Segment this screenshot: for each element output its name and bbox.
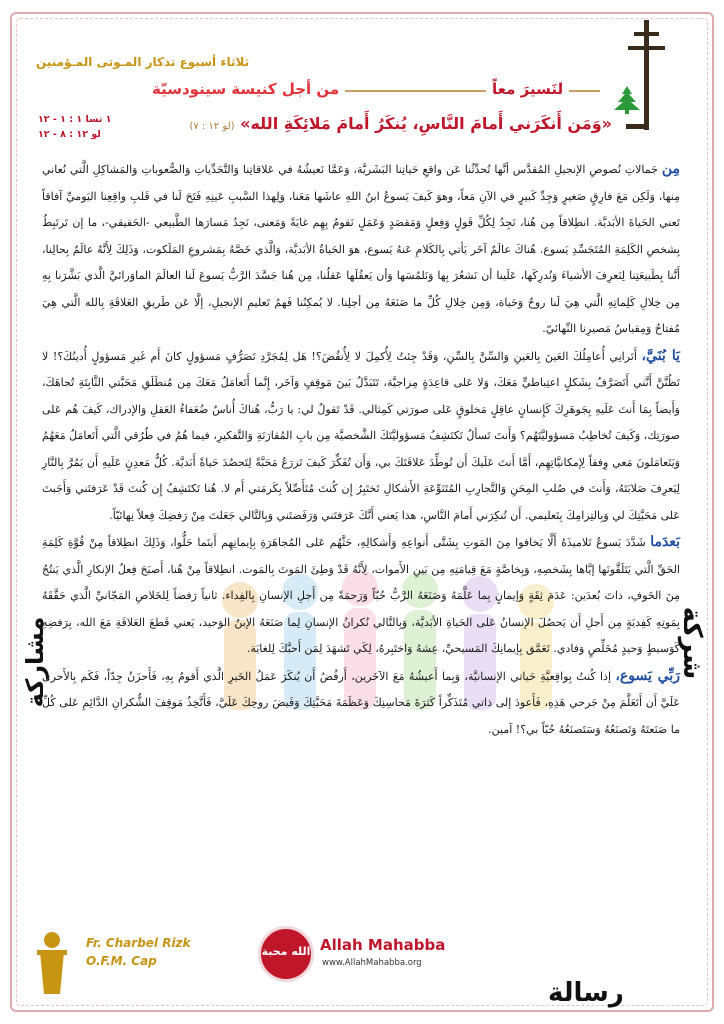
paragraph-lead: بَعدَما — [650, 534, 680, 550]
cedar-tree-icon — [612, 86, 642, 114]
side-label-left: مشاركة — [21, 616, 49, 708]
verse-ref: ١ تسا ١ : ١ - ١٢ — [38, 114, 112, 125]
main-title-text: «وَمَن أَنكَرَني أَمامَ النَّاسِ، يُنكَرُ أَمامَ مَلائِكَةِ الله» — [240, 114, 612, 133]
logo-text: الله محبة — [261, 945, 311, 958]
verse-ref: لو ١٢ : ٨ - ١٢ — [38, 129, 101, 140]
paragraph-lead: يَا بُنَيَّ، — [641, 347, 680, 364]
friar-silhouette-icon — [34, 930, 70, 994]
brand-name[interactable]: Allah Mahabba — [320, 936, 446, 954]
paragraph — [42, 343, 680, 530]
author-order: O.F.M. Cap — [86, 954, 157, 968]
author-block — [34, 930, 274, 990]
paragraph-lead: مِن — [661, 161, 680, 177]
paragraph — [42, 156, 680, 343]
brand-url[interactable]: www.AllahMahabba.org — [322, 958, 422, 968]
paragraph — [42, 529, 680, 663]
verse-references — [38, 112, 128, 142]
paragraph-text: شَدَّدَ يَسوعُ تَلاميذَهُ أَلَّا يَخافوا مِنَ المَوتِ بِشَتَّى أَنواعِهِ وَأَشكالِهِ، حَثَّهُم عَلى المُجاهَرَةِ بِإيمانِهِم أَينَما حَلُّوا، وَذَلِكَ انطِلاقاً مِنْ قُوَّةِ كَلِمَةِ الحَقِّ الَّتي يَتَلَقَّونَها إيَّاها بِشَخصِهِ، وَبِخاصَّةٍ مَعَ قِيامَتِهِ مِن بَينِ الأَموات، لِأَنَّهُ قَدْ وَطِئَ المَوتَ بِالمَوت. انطِلاقاً مِنْ هُنا، أَصبَحَ فِعلُ الإنكارِ الَّذي يَنتُجُ مِنَ الخَوفِ، ذاتَ بُعدَين: عَدَمَ ثِقَةٍ وَإيمانٍ بِما عَلَّمَهُ وَصَنَعَهُ الرَّبُّ حُبّاً وَرَحمَةً مِن أَجلِ الإنسانِ بِالفِداء. ثانياً رَفضاً لِلخَلاصِ المَجّانيِّ الَّذي حَقَّقَهُ بِمَوتِهِ كَفِديَةٍ مِن أَجلِ أَن يَحصُلَ الإنسانُ عَلى الحَياةِ الأبَديَّة، وَبِالتَّالي نُكرانُ الإنسانِ لِما صَنَعَهُ الإبنُ الوَحيد، يَعني قَطعَ العَلاقَةِ مَعَ الله، بِرَفضِهِ كَوَسيطٍ وَحيدٍ مُخَلِّصٍ وَفادي. تَعَمَّق بِإيمانِكَ المَسيحيِّ، عِشهُ وَاختَبِرهُ، لِكَي تَشهَدَ لِمَن أَحبَّكَ لِلغايَة. — [42, 536, 680, 655]
allah-mahabba-logo — [258, 926, 314, 982]
main-title — [142, 114, 612, 133]
side-label-right: شركة — [677, 606, 707, 680]
paragraph-text: إذا كُنتُ بِواقِعيَّةِ حَياتي الإنسانيَّة، وَبِما أَعيشُهُ مَعَ الآخَرين، أَرفُضُ أَن يُنكَرَ عَمَلُ الخَيرِ الَّذي أَقومُ بِهِ، فَأَحزَنُ جِدّاً، فَكَم بِالأَحرى عَلَيَّ أَن أَتَعَلَّمَ مِنْ جَرحي هَذِهِ، فَأَعودَ إلى ذاتي مُتَذَكِّراً كَثرَةَ مَحاسِنِكَ وَعَظَمَةَ مَحَبَّتِكَ وَفَيضَ روحِكَ عَلَيَّ، فَأَتَّخِذُ مَوقِفَ الشُّكرانِ الدَّائِمِ عَلى كُلِّ ما صَنَعتَهُ وَتَصنَعُهُ وَسَتَصنَعُهُ حُبّاً بي؟! آمين. — [42, 669, 680, 736]
synod-subtitle: من أجل كنيسة سينودسيّة — [146, 80, 345, 98]
paragraph — [42, 663, 680, 744]
author-name: Fr. Charbel Rizk — [86, 936, 191, 950]
slogan: لنَسيرَ معاً — [486, 80, 569, 98]
main-title-ref: (لو ١٢ : ٧) — [189, 121, 235, 132]
paragraph-text: جَمالاتِ نُصوصِ الإنجيلِ المُقدَّس أنَّها تُحدِّثُنا عَن واقعِ حَياتِنا البَشَريَّة، وَعَمَّا نَعيشُهُ في عَلاقاتِنا وَالتَّحَدِّياتِ وَالصُّعوباتِ وَالمَشاكِلِ الَّتي نُعاني مِنها، وَلَكِن مَعَ فارِقٍ صَغيرٍ وَجِدِّ كَبيرٍ في الآنِ مَعاً، وهوَ كَيفَ يَسوعُ ابنُ اللهِ عاشَها مَعَنا، وَلِهذا السَّببِ عَينِهِ فَتَحَ لَنا في قَلبِ واقِعِنا اليَوميِّ آفاقاً تَعني الحَياةَ الأبَديَّة. انطِلاقاً مِن هُنا، نَجِدُ لِكُلِّ قَولٍ وَفِعلٍ وَمَقصَدٍ وَعَمَلٍ نَقومُ بِهِم غايَةً وَمَعنى، نَجِدُ مَسارَها الطَّبيعي -الحَقيقي-، ما إن تَرتَبِطُ بِشخصِ الكَلِمَةِ المُتَجَسِّدِ يَسوع. هُناكَ عالَمٌ آخَر يَأتي بِالكَلامِ عَنهُ يَسوع، هوَ الحَياةُ الأبَديَّة، وَالَّذي خَصَّهُ بِمَشروعِ المَلَكوت، وَذَلِكَ لِأَنَّهُ عالَمٌ بِحالِنا، أَنَّنا بِطَبيعَتِنا لِنَعرِفَ الأشياءَ وَنُدرِكَها، عَلَينا أن نَشعُرَ بِها وَنَلمُسَها وَأن يَعقُلَها عَقلُنا، مِن هُنا جَسَّدَ الرَّبُّ يَسوعَ لَنا العالَمَ الماوَرائيَّ الَّذي بَشَّرَنا بِهِ مِن خِلالِ كَلِماتِهِ الَّتي هِيَ لَنا روحٌ وَحَياة، وَمِن خِلالِ كُلِّ ما صَنَعَهُ مِن أجلِنا. لا يُمكِنُنا فَهمُ تَعليمِ الإنجيلِ، إلَّا عَن طَريقِ العَلاقَةِ بِالله الَّتي هِيَ مُفتاحُ وَمِقياسُ مَصيرِنا النِّهائيّ. — [42, 163, 680, 335]
side-label-bottom: رسالة — [548, 978, 624, 1008]
paragraph-text: أَتَرانِي أُعامِلُكَ العَينَ بِالعَينِ وَالسِّنَّ بِالسِّنِ، وَقَدْ جِئتُ لِأُكمِلَ لا لِأُنقُضَ؟! هَل لِمُجَرَّدِ تَصَرُّفٍ مَسؤولٍ كانَ أَم غَيرِ مَسؤولٍ أُدينُكَ؟! لا تَظُنَّنَّ أَنَّني أَتَصَرَّفُ بِشَكلٍ اعتِباطيٍّ مَعَكَ، وَلا عَلى قاعِدَةٍ مِزاجيَّة، تَتَبَدَّلُ بَينَ مَوقِفٍ وَآخَر، إِنَّما أَتَعامَلُ مَعَكَ مِن مُنطَلَقِ مَحَبَّتي الثَّابِتَةِ تُجاهَكَ، وَأَيضاً بِمَا أَنتَ عَلَيهِ بِجَوهَرِكَ كَإِنسانٍ عاقِلٍ مَخلوقٍ عَلى صورَتي كَمِثالي. قَدْ تَقولُ لي: يا رَبُّ، هُناكَ أُناسٌ ضُعَفاءُ العَقلِ وَالإدراك، كَيفَ هُم عَلى صورَتِك، وَكَيفَ تُخاطِبُ مَسؤوليَّتَهُم؟ وَأَنتَ تَسألُ تَكتَشِفُ مَسؤوليَّتَكَ الشَّخصيَّة مِن بابِ المُقارَنَةِ وَالتَّفكيرِ، فيما هُمُ في طُرُقي الَّتي أَتَعامَلُ مَعَهُمُ وَيَتَعامَلونَ مَعي وِفقاً لِإمكانيَّاتِهِم، أَمَّا أَنتَ عَلَيكَ أَن تُوطِّدَ عَلاقَتَكَ بي، وَأَن تُفَكِّرَ كَيفَ تَزرَعُ مَحَبَّةً لِتَحصُدَ حَياةً أَبَديَّة. كُلُّ مَعدِنٍ عَلَيهِ أَن يَمُرَّ بِالنَّارِ لِيَعرِفَ صَلابَتَهُ، وَأَنتَ في صُلبِ المِحَنِ وَالتَّجارِبِ المُتَنَوِّعَةِ الأَشكالِ تَختَبِرُ إِن كُنتَ مُتَأَصِّلاً بِكَرمَتي أَم لا. هُنا تَكتَشِفُ إِن كُنتَ قَدْ عَرَفتَني وَأَجَبتَ عَلى مَحَبَّتِكَ لي وَبِالتِزامِكَ بِتَعليمي. أَن تُنكِرَني أَمامَ النَّاسِ، هذا يَعني أَنَّكَ عَرَفتَني وَرَفَضتَني وَبِالتَّالي جَعَلتَ مِنْ رَفضِكَ فِعلاً نِهائيّاً. — [42, 349, 680, 522]
paragraph-lead: رَبِّي يَسوع، — [615, 667, 680, 684]
article-body — [42, 156, 680, 743]
occasion-title: ثلاثاء أسبوع تذكار المـوتى المـؤمنين — [36, 55, 250, 69]
